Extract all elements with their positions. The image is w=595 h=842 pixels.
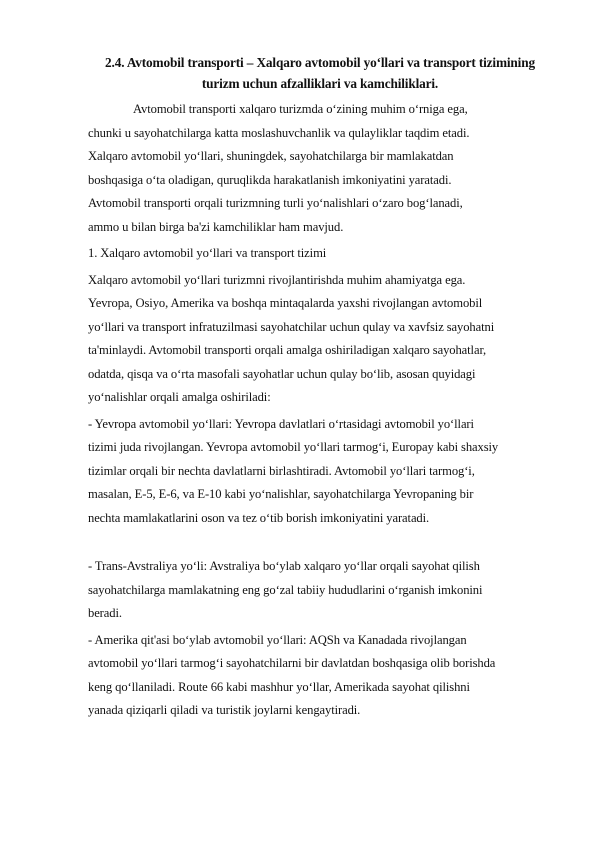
heading-line-1: 2.4. Avtomobil transporti – Xalqaro avtomobil yo‘llari va transport tizimining: [105, 55, 535, 70]
america-roads-paragraph: [88, 629, 552, 723]
text-line: yo‘nalishlar orqali amalga oshiriladi:: [88, 390, 271, 404]
text-line: keng qo‘llaniladi. Route 66 kabi mashhur yo‘llar, Amerikada sayohat qilishni: [88, 679, 470, 694]
section-1-paragraph: [88, 269, 552, 410]
section-heading: [88, 52, 552, 94]
text-line: - Trans-Avstraliya yo‘li: Avstraliya bo‘ylab xalqaro yo‘llar orqali sayohat qilish: [88, 559, 480, 573]
intro-paragraph: [88, 98, 552, 239]
text-line: ta'minlaydi. Avtomobil transporti orqali amalga oshiriladigan xalqaro sayohatlar,: [88, 343, 487, 357]
text-line: beradi.: [88, 606, 122, 620]
document-page: [88, 52, 552, 726]
text-line: Yevropa, Osiyo, Amerika va boshqa mintaqalarda yaxshi rivojlangan avtomobil: [88, 296, 483, 310]
text-line: boshqasiga o‘ta oladigan, quruqlikda harakatlanish imkoniyatini yaratadi.: [88, 172, 452, 187]
europe-roads-paragraph: [88, 413, 552, 531]
text-line: avtomobil yo‘llari tarmog‘i sayohatchilarni bir davlatdan boshqasiga olib borishda: [88, 656, 496, 670]
text-line: nechta mamlakatlarini oson va tez o‘tib borish imkoniyatini yaratadi.: [88, 510, 430, 525]
text-line: yo‘llari va transport infratuzilmasi sayohatchilar uchun qulay va xavfsiz sayohatni: [88, 319, 495, 334]
section-1-title: 1. Xalqaro avtomobil yo‘llari va transport tizimi: [88, 246, 327, 260]
text-line: odatda, qisqa va o‘rta masofali sayohatlar uchun qulay bo‘lib, asosan quyidagi: [88, 366, 476, 381]
text-line: Avtomobil transporti xalqaro turizmda o‘zining muhim o‘rniga ega,: [133, 102, 468, 116]
text-line: tizimlar orqali bir nechta davlatlarni birlashtiradi. Avtomobil yo‘llari tarmog‘i,: [88, 463, 475, 478]
text-line: - Yevropa avtomobil yo‘llari: Yevropa davlatlari o‘rtasidagi avtomobil yo‘llari: [88, 416, 474, 431]
text-line: tizimi juda rivojlangan. Yevropa avtomobil yo‘llari tarmog‘i, Europay kabi shaxsiy: [88, 440, 499, 454]
text-line: Xalqaro avtomobil yo‘llari, shuningdek, sayohatchilarga bir mamlakatdan: [88, 149, 454, 163]
text-line: yanada qiziqarli qiladi va turistik joylarni kengaytiradi.: [88, 703, 361, 717]
text-line: ammo u bilan birga ba'zi kamchiliklar ham mavjud.: [88, 219, 344, 234]
heading-line-2: turizm uchun afzalliklari va kamchiliklari.: [201, 76, 439, 91]
text-line: Avtomobil transporti orqali turizmning turli yo‘nalishlari o‘zaro bog‘lanadi,: [88, 196, 463, 210]
text-line: - Amerika qit'asi bo‘ylab avtomobil yo‘llari: AQSh va Kanadada rivojlangan: [88, 632, 467, 647]
text-line: masalan, E-5, E-6, va E-10 kabi yo‘nalishlar, sayohatchilarga Yevropaning bir: [88, 487, 474, 501]
paragraph-spacer: [88, 533, 552, 555]
australia-road-paragraph: [88, 555, 552, 626]
text-line: Xalqaro avtomobil yo‘llari turizmni rivojlantirishda muhim ahamiyatga ega.: [88, 272, 466, 287]
text-line: chunki u sayohatchilarga katta moslashuvchanlik va qulayliklar taqdim etadi.: [88, 125, 470, 140]
text-line: sayohatchilarga mamlakatning eng go‘zal tabiiy hududlarini o‘rganish imkonini: [88, 582, 483, 597]
